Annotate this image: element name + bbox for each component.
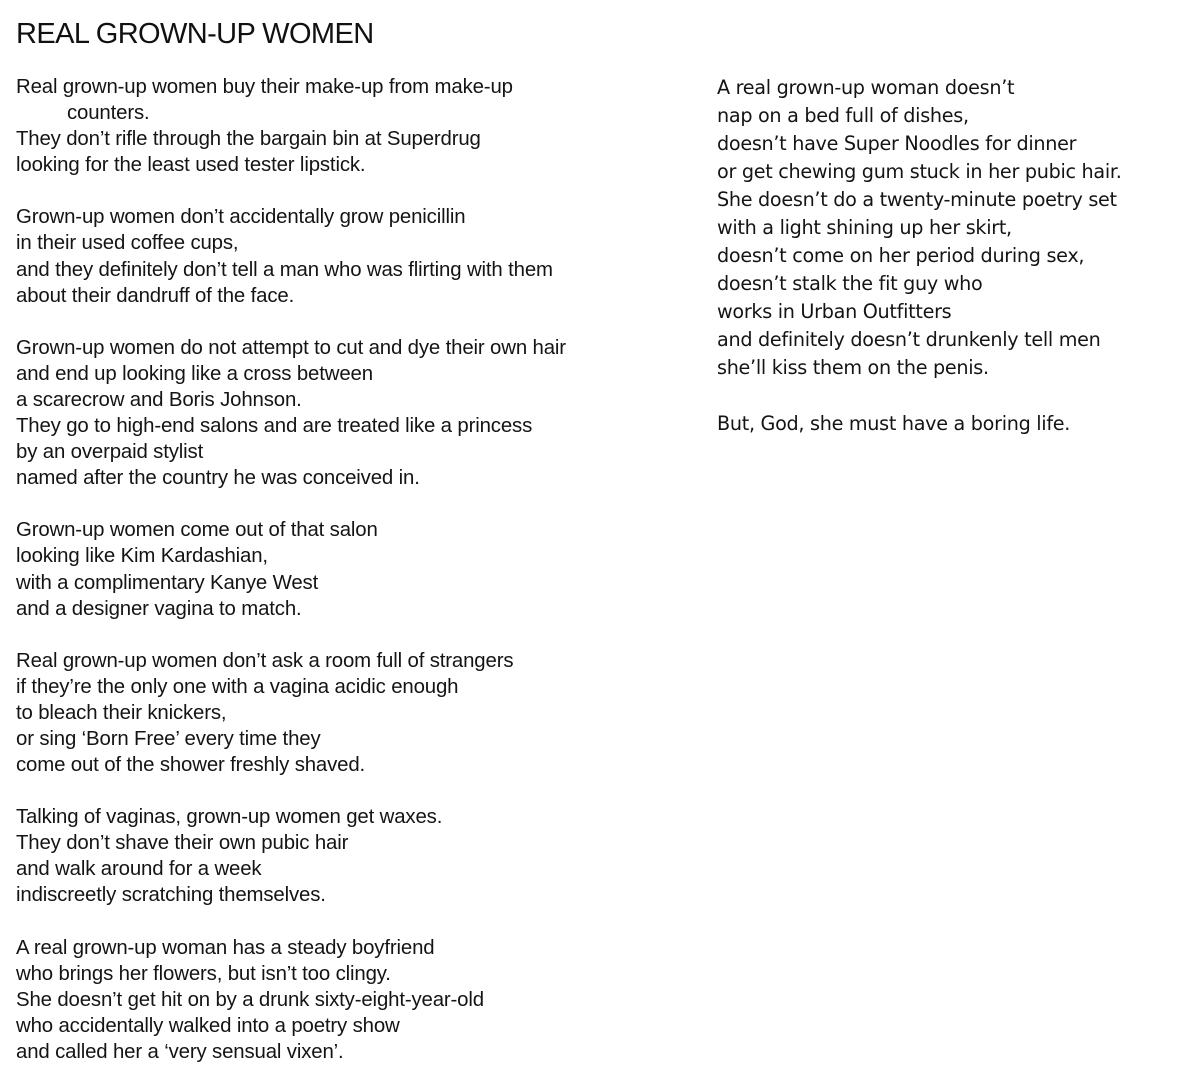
poem-line: looking like Kim Kardashian, <box>16 545 268 568</box>
stanza <box>717 410 1197 438</box>
stanza <box>16 648 676 778</box>
stanza <box>16 204 676 308</box>
poem-closing-line: But, God, she must have a boring life. <box>717 412 1071 435</box>
poem-line: A real grown-up woman doesn’t <box>717 76 1015 99</box>
poem-line: They don’t shave their own pubic hair <box>16 832 349 855</box>
poem-line: or get chewing gum stuck in her pubic hair. <box>717 160 1122 183</box>
poem-line: she’ll kiss them on the penis. <box>717 356 989 379</box>
stanza <box>16 804 676 908</box>
poem-line: and end up looking like a cross between <box>16 362 373 385</box>
poem-line: doesn’t come on her period during sex, <box>717 244 1085 267</box>
poem-line: They don’t rifle through the bargain bin at Superdrug <box>16 128 481 151</box>
poem-line: to bleach their knickers, <box>16 701 227 724</box>
right-column <box>717 74 1197 466</box>
poem-line: and they definitely don’t tell a man who was flirting with them <box>16 258 553 281</box>
poem-line: if they’re the only one with a vagina acidic enough <box>16 675 459 698</box>
poem-line: in their used coffee cups, <box>16 232 239 255</box>
poem-line: and called her a ‘very sensual vixen’. <box>16 1040 344 1063</box>
poem-line: Talking of vaginas, grown-up women get waxes. <box>16 806 443 829</box>
poem-line: works in Urban Outfitters <box>717 300 952 323</box>
stanza <box>16 935 676 1065</box>
stanza <box>16 74 676 178</box>
poem-line: and definitely doesn’t drunkenly tell men <box>717 328 1101 351</box>
poem-line: Real grown-up women buy their make-up from make-up <box>16 76 513 98</box>
poem-line: by an overpaid stylist <box>16 441 204 464</box>
poem-line: come out of the shower freshly shaved. <box>16 754 366 777</box>
poem-line: Grown-up women don’t accidentally grow penicillin <box>16 206 466 229</box>
poem-line: named after the country he was conceived in. <box>16 467 420 490</box>
poem-line: She doesn’t get hit on by a drunk sixty-eight-year-old <box>16 988 484 1011</box>
poem-line: and walk around for a week <box>16 858 262 881</box>
poem-line: They go to high-end salons and are treated like a princess <box>16 415 533 438</box>
left-column <box>16 74 676 1091</box>
poem-line: who brings her flowers, but isn’t too clingy. <box>16 962 391 985</box>
poem-line: looking for the least used tester lipstick. <box>16 154 366 177</box>
poem-line: Real grown-up women don’t ask a room full of strangers <box>16 649 514 672</box>
poem-line: doesn’t stalk the fit guy who <box>717 272 983 295</box>
poem-line: doesn’t have Super Noodles for dinner <box>717 132 1077 155</box>
poem-line: Grown-up women come out of that salon <box>16 519 378 542</box>
stanza <box>16 517 676 621</box>
poem-line: with a complimentary Kanye West <box>16 571 319 594</box>
poem-line: nap on a bed full of dishes, <box>717 104 969 127</box>
stanza <box>16 335 676 492</box>
poem-line: with a light shining up her skirt, <box>717 216 1012 239</box>
poem-line-continuation: counters. <box>67 102 150 125</box>
poem-line: She doesn’t do a twenty-minute poetry set <box>717 188 1117 211</box>
poem-title: REAL GROWN-UP WOMEN <box>16 18 374 50</box>
poem-line: Grown-up women do not attempt to cut and dye their own hair <box>16 336 566 359</box>
poem-line: indiscreetly scratching themselves. <box>16 884 326 907</box>
poem-line: a scarecrow and Boris Johnson. <box>16 388 302 411</box>
poem-line: and a designer vagina to match. <box>16 597 302 620</box>
poem-line: A real grown-up woman has a steady boyfriend <box>16 936 435 959</box>
stanza <box>717 74 1197 382</box>
poem-line: who accidentally walked into a poetry show <box>16 1014 400 1037</box>
poem-line: about their dandruff of the face. <box>16 284 295 307</box>
poem-line: or sing ‘Born Free’ every time they <box>16 727 321 750</box>
